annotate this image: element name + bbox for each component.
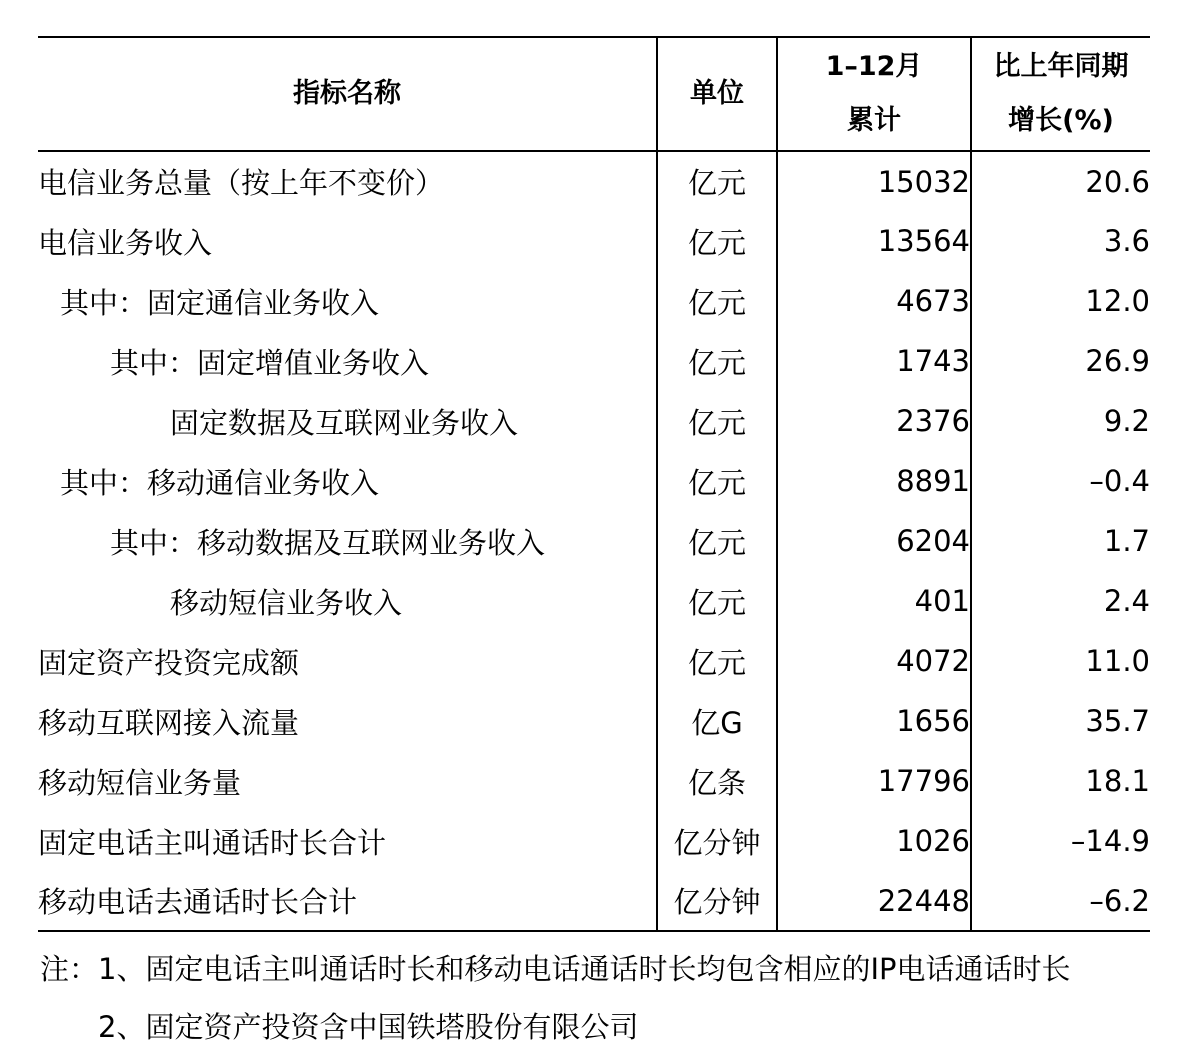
indicator-name-cell: 固定电话主叫通话时长合计 (38, 825, 387, 860)
table-row (38, 151, 1150, 211)
cumulative-value-cell: 4673 (777, 271, 971, 331)
unit-cell: 亿元 (657, 271, 777, 331)
table-row (38, 211, 1150, 271)
table-row (38, 691, 1150, 751)
growth-rate-cell: 35.7 (971, 691, 1150, 751)
note-1: 注：1、固定电话主叫通话时长和移动电话通话时长均包含相应的IP电话通话时长 (40, 952, 1071, 986)
indicator-name-cell: 移动互联网接入流量 (38, 705, 300, 740)
growth-rate-cell: –14.9 (971, 811, 1150, 871)
indicator-name-cell: 其中：移动通信业务收入 (60, 465, 380, 500)
cumulative-value-cell: 1743 (777, 331, 971, 391)
indicator-name-cell: 移动短信业务收入 (170, 585, 403, 620)
indicator-name-cell: 其中：移动数据及互联网业务收入 (110, 525, 546, 560)
growth-rate-cell: 26.9 (971, 331, 1150, 391)
header-growth-line2: 增长(%) (1008, 105, 1114, 136)
unit-cell: 亿元 (657, 151, 777, 211)
table-body (38, 151, 1150, 931)
cumulative-value-cell: 6204 (777, 511, 971, 571)
note-2: 2、固定资产投资含中国铁塔股份有限公司 (98, 1010, 639, 1044)
cumulative-value-cell: 8891 (777, 451, 971, 511)
cumulative-value-cell: 401 (777, 571, 971, 631)
table-row (38, 331, 1150, 391)
header-cumulative-line2: 累计 (847, 105, 901, 136)
table-row (38, 451, 1150, 511)
unit-cell: 亿条 (657, 751, 777, 811)
unit-cell: 亿元 (657, 511, 777, 571)
table-row (38, 811, 1150, 871)
growth-rate-cell: 12.0 (971, 271, 1150, 331)
indicator-name-cell: 固定数据及互联网业务收入 (170, 405, 519, 440)
indicator-name-cell: 移动电话去通话时长合计 (38, 871, 657, 931)
cumulative-value-cell: 2376 (777, 391, 971, 451)
header-row (38, 37, 1150, 151)
header-cumulative-line1: 1–12月 (825, 51, 923, 82)
table-notes (40, 940, 1071, 1056)
table-row (38, 271, 1150, 331)
cumulative-value-cell: 22448 (777, 871, 971, 931)
growth-rate-cell: 18.1 (971, 751, 1150, 811)
cumulative-value-cell: 1656 (777, 691, 971, 751)
header-indicator-name: 指标名称 (38, 37, 657, 151)
growth-rate-cell: 1.7 (971, 511, 1150, 571)
header-growth (971, 37, 1150, 151)
cumulative-value-cell: 1026 (777, 811, 971, 871)
table-row (38, 391, 1150, 451)
growth-rate-cell: –6.2 (971, 871, 1150, 931)
indicator-name-cell: 其中：固定通信业务收入 (60, 285, 380, 320)
growth-rate-cell: –0.4 (971, 451, 1150, 511)
header-unit: 单位 (657, 37, 777, 151)
unit-cell: 亿元 (657, 451, 777, 511)
unit-cell: 亿分钟 (657, 811, 777, 871)
growth-rate-cell: 9.2 (971, 391, 1150, 451)
table-header (38, 37, 1150, 151)
unit-cell: 亿元 (657, 211, 777, 271)
telecom-statistics-table (38, 36, 1150, 932)
table-row (38, 631, 1150, 691)
table-row (38, 871, 1150, 931)
cumulative-value-cell: 15032 (777, 151, 971, 211)
header-cumulative (777, 37, 971, 151)
cumulative-value-cell: 4072 (777, 631, 971, 691)
indicator-name-cell: 其中：固定增值业务收入 (110, 345, 430, 380)
unit-cell: 亿G (657, 691, 777, 751)
unit-cell: 亿元 (657, 391, 777, 451)
cumulative-value-cell: 17796 (777, 751, 971, 811)
unit-cell: 亿元 (657, 631, 777, 691)
table-row (38, 511, 1150, 571)
cumulative-value-cell: 13564 (777, 211, 971, 271)
indicator-name-cell: 电信业务收入 (38, 225, 213, 260)
unit-cell: 亿分钟 (657, 871, 777, 931)
growth-rate-cell: 20.6 (971, 151, 1150, 211)
unit-cell: 亿元 (657, 331, 777, 391)
table-row (38, 751, 1150, 811)
table-row (38, 571, 1150, 631)
growth-rate-cell: 3.6 (971, 211, 1150, 271)
indicator-name-cell: 电信业务总量（按上年不变价） (38, 166, 445, 200)
header-growth-line1: 比上年同期 (993, 51, 1129, 82)
growth-rate-cell: 2.4 (971, 571, 1150, 631)
indicator-name-cell: 固定资产投资完成额 (38, 645, 300, 680)
growth-rate-cell: 11.0 (971, 631, 1150, 691)
unit-cell: 亿元 (657, 571, 777, 631)
indicator-name-cell: 移动短信业务量 (38, 765, 242, 800)
